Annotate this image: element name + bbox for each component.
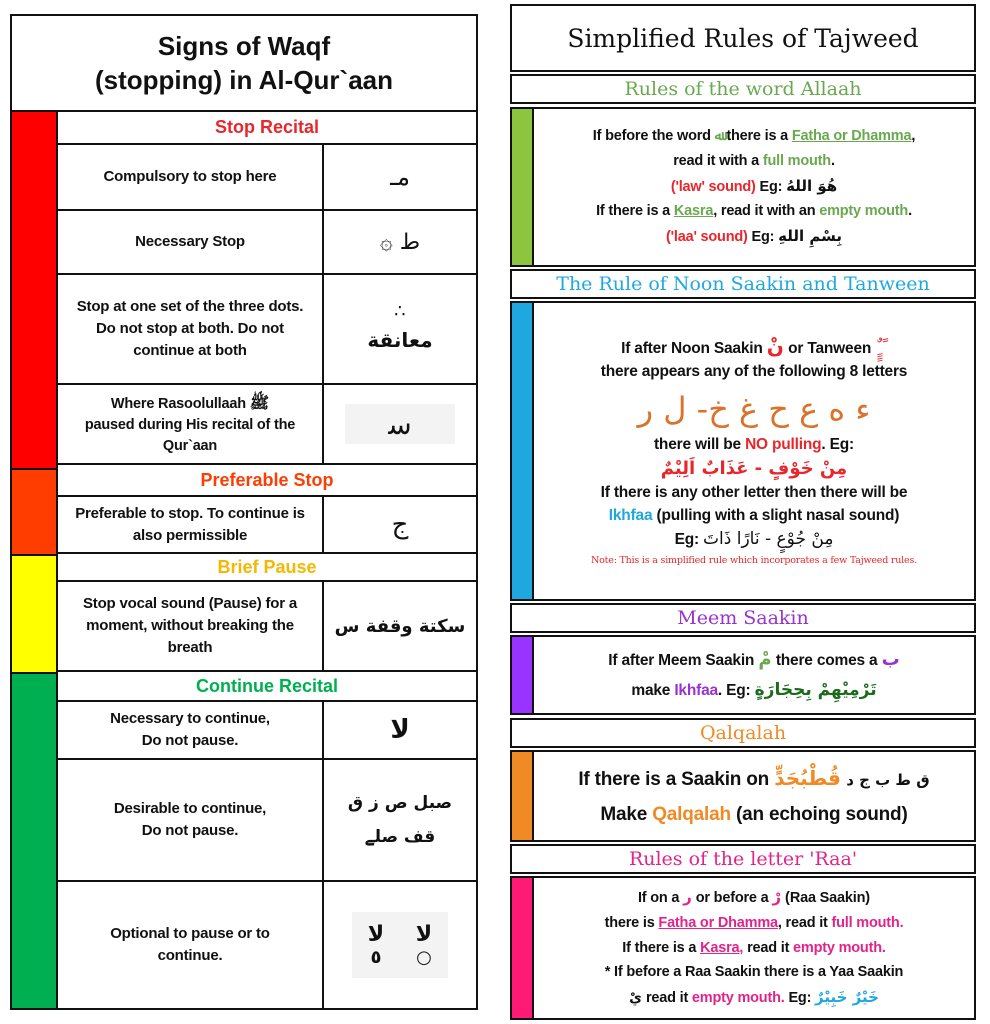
example-bismillah: بِسْمِ اللهِ	[778, 226, 842, 245]
row-desirable-continue-desc	[58, 760, 324, 882]
rasoolullaah-text: Where Rasoolullaah	[110, 395, 246, 412]
allaah-rule-box	[532, 107, 976, 267]
meem-color-bar	[510, 635, 534, 715]
raa-l2-text: there is	[604, 914, 655, 931]
waqf-panel	[10, 14, 478, 1010]
raa-example: خَيْرٌ خَبِيْرٌ	[815, 987, 879, 1006]
row-rasoolullaah-sign	[324, 385, 476, 465]
brief-color-bar	[10, 556, 58, 674]
optional-sign-box	[352, 912, 448, 978]
tajweed-panel	[510, 4, 976, 1020]
raa-l2-mid: , read it	[777, 914, 828, 931]
category-brief-pause: Brief Pause	[58, 554, 476, 582]
raa-eg: Eg:	[788, 989, 812, 1006]
raa-color-bar	[510, 876, 534, 1020]
row-preferable-desc: Preferable to stop. To continue is also permissible	[58, 497, 324, 554]
raa-header: Rules of the letter 'Raa'	[510, 844, 976, 874]
stop-color-bar	[10, 112, 58, 470]
meem-saakin-glyph: مْ	[758, 649, 772, 671]
sallallahu-alaihi-wasallam-glyph: ﷺ	[249, 392, 270, 412]
optional-sign-mark-b: ٥	[370, 947, 382, 968]
meem-l1-text: If after Meem Saakin	[608, 652, 755, 670]
raa-saakin-glyph: رْ	[772, 888, 781, 907]
waqf-title-line2: (stopping) in Al-Qur`aan	[95, 65, 393, 95]
allaah-header: Rules of the word Allaah	[510, 74, 976, 104]
row-muanaqah-desc: Stop at one set of the three dots. Do not stop at both. Do not continue at both	[58, 275, 324, 385]
row-optional-desc: Optional to pause or to continue.	[58, 882, 324, 1008]
raa-l3-text: If there is a	[622, 939, 697, 956]
necessary-continue-line2: Do not pause.	[141, 732, 239, 749]
qalqalah-header: Qalqalah	[510, 718, 976, 748]
raa-fatha-dhamma: Fatha or Dhamma	[658, 914, 778, 931]
laa-sound-label: ('laa' sound)	[666, 228, 748, 245]
raa-l1-text: If on a	[637, 890, 680, 907]
raa-l5-empty-mouth: empty mouth.	[691, 989, 785, 1006]
desirable-sign-line2: قف صلے	[364, 827, 436, 847]
qalqalah-l1-text: If there is a Saakin on	[578, 769, 770, 791]
desirable-continue-line2: Do not pause.	[141, 822, 239, 839]
category-continue-recital: Continue Recital	[58, 672, 476, 702]
noon-eg-2: Eg:	[674, 531, 699, 549]
meem-l1-mid: there comes a	[775, 652, 878, 670]
noon-l1-text: If after Noon Saakin	[621, 340, 763, 358]
noon-example-2: مِنْ جُوْعٍ - نَارًا ذَاتَ	[703, 529, 834, 550]
yaa-saakin-glyph: يْ	[629, 989, 642, 1006]
noon-l3-end: . Eg:	[821, 435, 855, 453]
example-huwallah: هُوَ اللهُ	[786, 176, 838, 195]
raa-glyph: ر	[683, 888, 692, 907]
necessary-continue-line1: Necessary to continue,	[110, 710, 270, 728]
row-optional-sign	[324, 882, 476, 1008]
rasoolullaah-text-2: paused during His recital of the Qur`aan	[84, 416, 296, 454]
meem-l2-text: make	[631, 681, 671, 699]
raa-kasra: Kasra,	[700, 939, 744, 956]
qutbu-jad-word: قُطْبُجَدٍّ	[774, 766, 841, 791]
allaah-l4-text: If there is a	[596, 203, 671, 220]
allaah-fatha-dhamma: Fatha or Dhamma	[791, 128, 912, 145]
category-stop-recital: Stop Recital	[58, 112, 476, 145]
tajweed-title-box: Simplified Rules of Tajweed	[510, 4, 976, 72]
qalqalah-l2-rest: (an echoing sound)	[735, 803, 908, 825]
allaah-eg-2: Eg:	[751, 228, 775, 245]
allaah-l1-end: ,	[911, 128, 916, 145]
raa-full-mouth: full mouth.	[831, 914, 904, 931]
noon-l2-text: there appears any of the following 8 letters	[600, 363, 908, 381]
optional-sign-mark-a: ○	[416, 947, 432, 968]
allaah-l4-mid: , read it with an	[713, 203, 816, 220]
letter-ba-glyph: ب	[881, 649, 900, 671]
raa-l1-end: (Raa Saakin)	[785, 890, 871, 907]
allaah-empty-mouth: empty mouth	[819, 203, 909, 220]
meem-header: Meem Saakin	[510, 603, 976, 633]
word-allaah-glyph: ﷲ	[714, 129, 723, 145]
allaah-l1-text: If before the word	[592, 128, 711, 145]
allaah-full-mouth: full mouth	[762, 153, 831, 170]
waqf-table	[58, 112, 478, 1010]
desirable-continue-line1: Desirable to continue,	[113, 800, 267, 818]
no-pulling-label: NO pulling	[745, 435, 822, 453]
category-preferable-stop: Preferable Stop	[58, 465, 476, 497]
qalqalah-color-bar	[510, 750, 534, 842]
raa-rule-box	[532, 876, 976, 1020]
noon-l1-mid: or Tanween	[788, 340, 872, 358]
simplified-rule-note: Note: This is a simplified rule which incorporates a few Tajweed rules.	[591, 554, 917, 566]
allaah-kasra: Kasra	[673, 203, 714, 220]
three-dots-sign: ∴	[394, 301, 406, 322]
qalqalah-letters: ق ط ب ج د	[846, 771, 930, 790]
qalqalah-rule-box	[532, 750, 976, 842]
row-brief-desc: Stop vocal sound (Pause) for a moment, without breaking the breath	[58, 582, 324, 672]
preferable-color-bar	[10, 470, 58, 556]
sign-seen: ﺳ	[388, 407, 412, 441]
desirable-sign-line1: صبل ص ز ق	[347, 793, 453, 813]
allaah-l1-mid: there is a	[726, 128, 789, 145]
allaah-color-bar	[510, 107, 534, 267]
optional-sign-la-a: لا	[415, 922, 433, 947]
ikhfaa-label: Ikhfaa	[608, 506, 653, 524]
waqf-title-line1: Signs of Waqf	[157, 31, 331, 61]
meem-eg: . Eg:	[717, 681, 751, 699]
qalqalah-label: Qalqalah	[652, 803, 731, 825]
raa-empty-mouth: empty mouth.	[793, 939, 886, 956]
row-necessary-continue-sign: لا	[324, 702, 476, 760]
raa-l4-text: * If before a Raa Saakin there is a Yaa Saakin	[604, 964, 904, 981]
allaah-l4-end: .	[908, 203, 912, 220]
faded-sign-box	[345, 404, 455, 444]
noon-example-1: مِنْ خَوْفٍ - عَذَابٌ اَلِيْمٌ	[660, 458, 848, 480]
row-compulsory-sign: مـ	[324, 145, 476, 211]
noon-color-bar	[510, 301, 534, 601]
noon-l3-text: there will be	[653, 435, 741, 453]
row-necessary-stop-desc: Necessary Stop	[58, 211, 324, 275]
meem-rule-box	[532, 635, 976, 715]
row-brief-sign: سكتة وقفة س	[324, 582, 476, 672]
eight-letters: ء ه ع ح غ خ- ل ر	[637, 389, 871, 428]
row-necessary-stop-sign: ط ۞	[324, 211, 476, 275]
row-muanaqah-sign	[324, 275, 476, 385]
optional-sign-la-b: لا	[367, 922, 385, 947]
muanaqah-word: معانقة	[367, 328, 433, 352]
row-preferable-sign: ج	[324, 497, 476, 554]
waqf-title-box	[10, 14, 478, 112]
law-sound-label: ('law' sound)	[670, 178, 756, 195]
raa-l5-text: read it	[645, 989, 689, 1006]
noon-saakin-glyph: نْ	[766, 334, 784, 359]
meem-example: تَرْمِيْهِمْ بِحِجَارَةٍ	[754, 679, 877, 700]
noon-rule-box	[532, 301, 976, 601]
row-necessary-continue-desc	[58, 702, 324, 760]
meem-ikhfaa-label: Ikhfaa	[674, 681, 718, 699]
tanween-glyphs: ٍٍ ٌ ً	[875, 337, 887, 359]
row-compulsory-desc: Compulsory to stop here	[58, 145, 324, 211]
row-rasoolullaah-desc	[58, 385, 324, 465]
allaah-l2-text: read it with a	[673, 153, 760, 170]
allaah-eg-1: Eg:	[759, 178, 783, 195]
noon-header: The Rule of Noon Saakin and Tanween	[510, 269, 976, 299]
raa-l3-mid: read it	[747, 939, 790, 956]
allaah-l2-end: .	[830, 153, 835, 170]
continue-color-bar	[10, 674, 58, 1010]
raa-l1-mid: or before a	[695, 890, 769, 907]
noon-l5-text: If there is any other letter then there will be	[600, 484, 908, 502]
row-desirable-continue-sign	[324, 760, 476, 882]
noon-l6-rest: (pulling with a slight nasal sound)	[656, 506, 900, 524]
qalqalah-l2-text: Make	[600, 803, 648, 825]
